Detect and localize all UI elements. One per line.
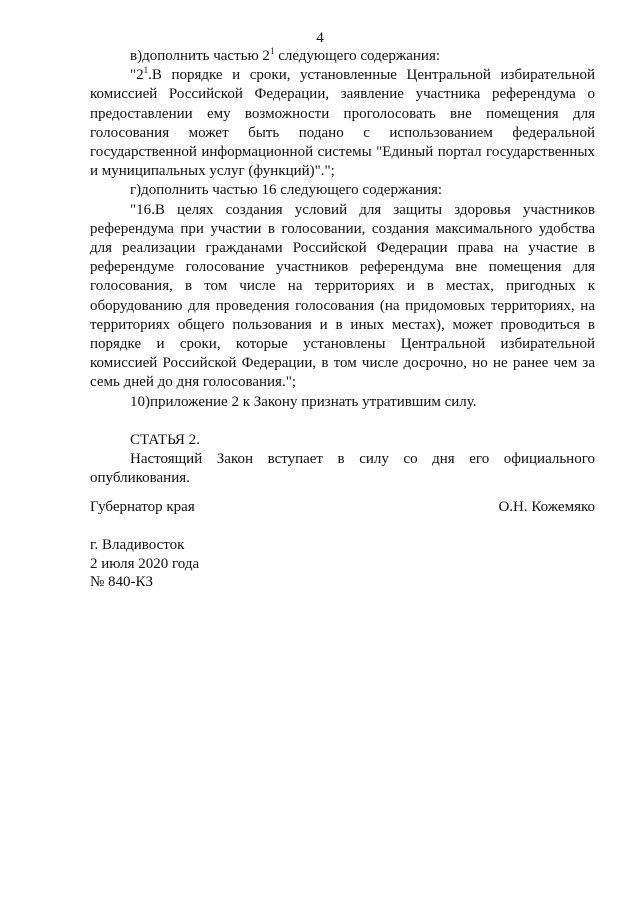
page-number: 4: [316, 30, 324, 46]
paragraph-text: .В порядке и сроки, установленные Центральной избирательной комиссией Российской Федерации, заявление участника референдума о предоставлении ему возможности проголосовать вне помещения для голосования может быть подано с использованием федеральной государственной информационной системы "Единый портал государственных и муниципальных услуг (функций)".";: [90, 67, 595, 180]
superscript: 1: [269, 46, 275, 56]
paragraph-article-2: Настоящий Закон вступает в силу со дня его официального опубликования.: [90, 451, 595, 487]
footer-city: г. Владивосток: [90, 537, 185, 553]
paragraph-text: следующего содержания:: [274, 48, 441, 64]
paragraph-amendment-g: г)дополнить частью 16 следующего содержания:: [130, 182, 443, 199]
spacer: [90, 412, 595, 431]
signatory-name: О.Н. Кожемяко: [498, 499, 595, 515]
signatory-title: Губернатор края: [90, 499, 195, 515]
document-body: [90, 47, 595, 488]
footer-date: 2 июля 2020 года: [90, 555, 200, 572]
article-heading: СТАТЬЯ 2.: [130, 431, 200, 448]
footer-law-number: № 840-КЗ: [90, 574, 154, 590]
document-footer: [90, 536, 199, 592]
paragraph-text: в)дополнить частью 2: [130, 48, 270, 64]
paragraph-text: "2: [130, 67, 144, 84]
paragraph-part-2-1: [90, 66, 595, 181]
paragraph-item-10: 10)приложение 2 к Закону признать утратившим силу.: [130, 393, 477, 410]
paragraph-amendment-v: [90, 47, 595, 66]
superscript: 1: [143, 65, 149, 76]
paragraph-part-16: "16.В целях создания условий для защиты здоровья участников референдума при участии в голосовании, создания максимального удобства для реализации гражданами Российской Федерации права на участие в референдуме голосование участников референдума вне помещения для голосования, в том числе на территориях и в местах, пригодных к оборудованию для проведения голосования (на придомовых территориях, на территориях общего пользования и в иных местах), может проводиться в порядке и сроки, которые установлены Центральной избирательной комиссией Российской Федерации, в том числе досрочно, но не ранее чем за семь дней до дня голосования.";: [90, 201, 595, 391]
